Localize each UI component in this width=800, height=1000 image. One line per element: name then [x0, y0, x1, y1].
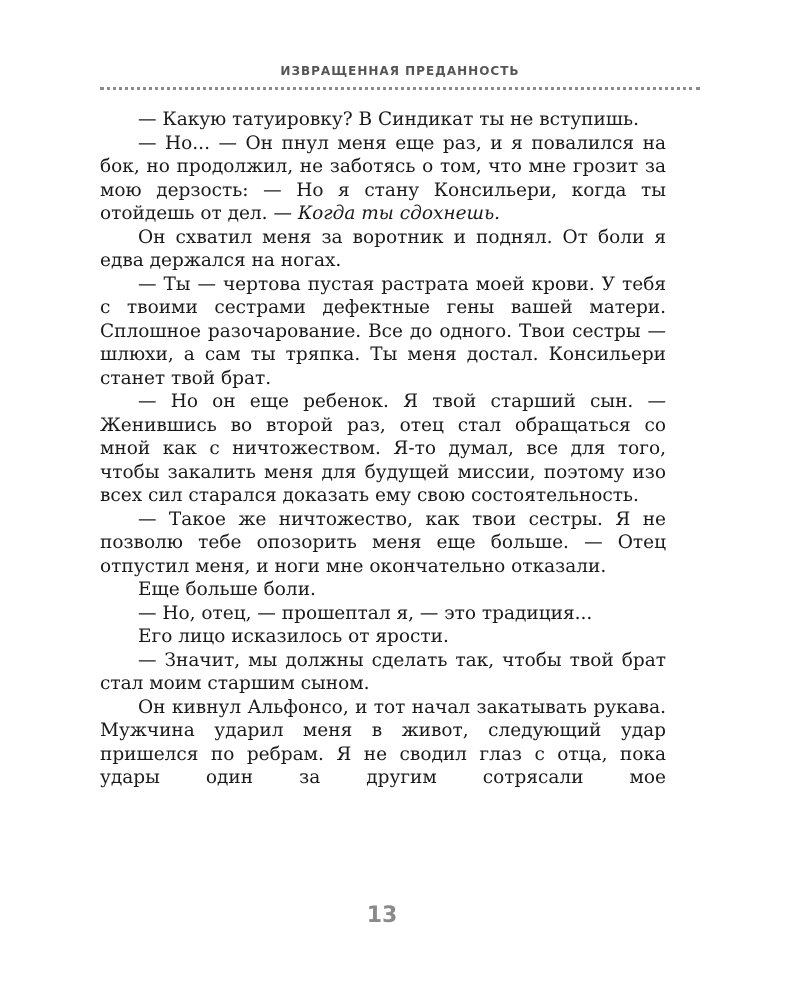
- paragraph-2-italic-text: Когда ты сдохнешь.: [297, 203, 501, 224]
- paragraph-2-text: — Но... — Он пнул меня еще раз, и я повалился на бок, но продолжил, не заботясь о том, что мне грозит за мою дерзость: — Но я стану Консильери, когда ты отойдешь от дел. —: [100, 132, 666, 224]
- paragraph-5: [100, 390, 666, 508]
- paragraph-6-text: — Такое же ничтожество, как твои сестры. Я не позволю тебе опозорить меня еще больше. — Отец отпустил меня, и ноги мне окончательно отказали.: [100, 508, 666, 577]
- running-title: ИЗВРАЩЕННАЯ ПРЕДАННОСТЬ: [280, 64, 520, 78]
- paragraph-4-text: — Ты — чертова пустая растрата моей крови. У тебя с твоими сестрами дефектные гены вашей матери. Сплошное разочарование. Все до одного. Твои сестры — шлюхи, а сам ты тряпка. Ты меня достал. Консильери станет твой брат.: [100, 273, 666, 389]
- paragraph-8-text: — Но, отец, — прошептал я, — это традиция...: [138, 602, 593, 624]
- header-dotted-rule: [100, 87, 700, 90]
- paragraph-4: [100, 273, 666, 391]
- paragraph-6: [100, 508, 666, 579]
- paragraph-7-text: Еще больше боли.: [138, 579, 316, 600]
- paragraph-1-text: — Какую татуировку? В Синдикат ты не вступишь.: [138, 109, 639, 130]
- paragraph-3-text: Он схватил меня за воротник и поднял. От боли я едва держался на ногах.: [100, 226, 666, 271]
- paragraph-1: [100, 108, 666, 132]
- paragraph-10: [100, 649, 666, 696]
- body-text: [100, 108, 666, 790]
- paragraph-11: [100, 696, 666, 790]
- paragraph-9-text: Его лицо исказилось от ярости.: [138, 626, 449, 647]
- paragraph-3: [100, 226, 666, 273]
- paragraph-8: [100, 602, 666, 626]
- paragraph-5-text: — Но он еще ребенок. Я твой старший сын. — Женившись во второй раз, отец стал обращаться со мной как с ничтожеством. Я-то думал, все для того, чтобы закалить меня для будущей миссии, поэтому изо всех сил старался доказать ему свою состоятельность.: [100, 391, 666, 506]
- paragraph-2: [100, 132, 666, 226]
- paragraph-7: [100, 578, 666, 602]
- paragraph-11-text: Он кивнул Альфонсо, и тот начал закатывать рукава. Мужчина ударил меня в живот, следующий удар пришелся по ребрам. Я не сводил глаз с отца, пока удары один за другим сотрясали мое: [100, 696, 666, 788]
- page-number: 13: [366, 903, 398, 928]
- paragraph-9: [100, 625, 666, 649]
- paragraph-10-text: — Значит, мы должны сделать так, чтобы твой брат стал моим старшим сыном.: [100, 649, 666, 694]
